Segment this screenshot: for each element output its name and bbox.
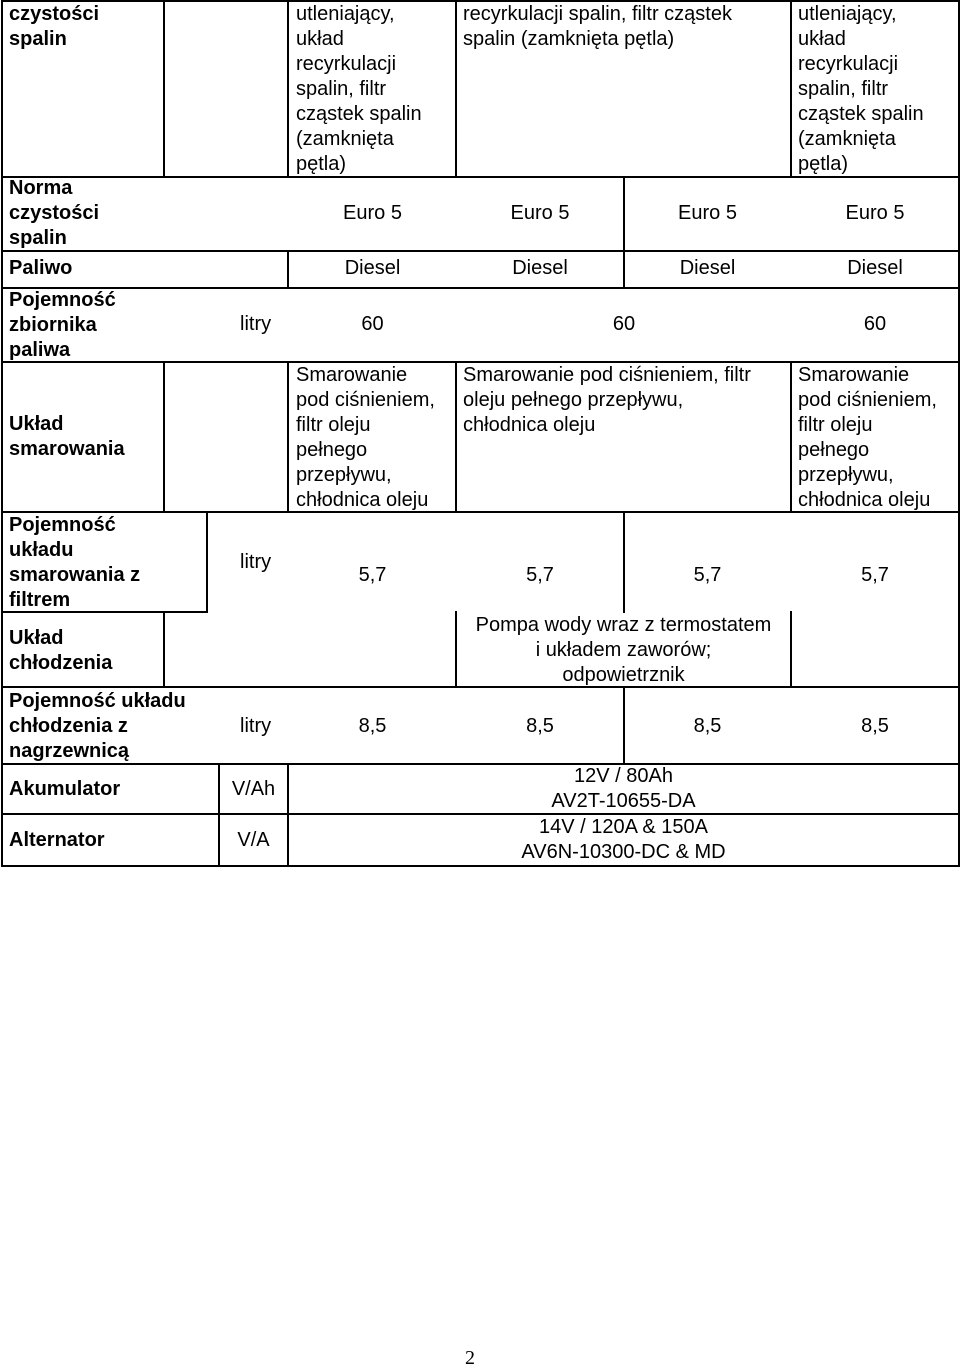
row-label-battery: Akumulator <box>9 778 121 800</box>
grid-line <box>163 361 165 513</box>
lubrication-system-col2: Smarowanie pod ciśnieniem, filtr oleju pełnego przepływu, chłodnica oleju <box>463 364 751 436</box>
unit-label: litry <box>240 313 272 335</box>
tank-capacity-value: 60 <box>361 313 384 335</box>
row-label-oil-capacity: Pojemność układu smarowania z filtrem <box>9 514 141 611</box>
grid-line <box>455 361 457 513</box>
cooling-system-value: Pompa wody wraz z termostatem i układem zaworów; odpowietrznik <box>475 614 772 686</box>
oil-capacity-value: 5,7 <box>358 564 387 586</box>
page-number: 2 <box>465 1347 475 1369</box>
emission-standard-value: Euro 5 <box>343 202 402 224</box>
emission-standard-value: Euro 5 <box>510 202 570 224</box>
coolant-capacity-value: 8,5 <box>693 715 722 737</box>
row-label-emission-system: czystości spalin <box>9 3 100 50</box>
grid-line <box>1 865 959 867</box>
grid-line <box>287 763 289 867</box>
grid-line <box>790 611 792 688</box>
unit-label: V/A <box>237 829 270 851</box>
fuel-value: Diesel <box>512 257 568 279</box>
unit-label: litry <box>240 715 272 737</box>
grid-line <box>163 611 165 688</box>
grid-line <box>790 0 792 178</box>
row-label-cooling-system: Układ chłodzenia <box>9 627 113 674</box>
grid-line <box>163 0 165 178</box>
grid-line <box>287 250 289 289</box>
fuel-value: Diesel <box>344 257 401 279</box>
alternator-value: 14V / 120A & 150A AV6N-10300-DC & MD <box>521 816 726 863</box>
row-label-lubrication-system: Układ smarowania <box>9 413 125 460</box>
tank-capacity-value: 60 <box>863 313 887 335</box>
battery-value: 12V / 80Ah AV2T-10655-DA <box>551 765 696 812</box>
row-label-emission-standard: Norma czystości spalin <box>9 177 100 249</box>
emission-standard-value: Euro 5 <box>678 202 737 224</box>
lubrication-system-col1: Smarowanie pod ciśnieniem, filtr oleju pełnego przepływu, chłodnica oleju <box>296 364 435 511</box>
row-label-fuel: Paliwo <box>9 257 73 279</box>
grid-line <box>206 511 208 613</box>
grid-line <box>287 361 289 513</box>
grid-line <box>1 0 3 867</box>
emission-standard-value: Euro 5 <box>845 202 905 224</box>
row-label-coolant-capacity: Pojemność układu chłodzenia z nagrzewnicą <box>9 690 186 762</box>
coolant-capacity-value: 8,5 <box>358 715 387 737</box>
tank-capacity-value: 60 <box>612 313 636 335</box>
row-label-alternator: Alternator <box>9 829 105 851</box>
grid-line <box>455 0 457 178</box>
coolant-capacity-value: 8,5 <box>526 715 554 737</box>
emission-system-col3: utleniający, układ recyrkulacji spalin, filtr cząstek spalin (zamknięta pętla) <box>798 3 924 175</box>
grid-line <box>790 361 792 513</box>
oil-capacity-value: 5,7 <box>693 564 722 586</box>
unit-label: V/Ah <box>231 778 276 800</box>
grid-line <box>287 0 289 178</box>
oil-capacity-value: 5,7 <box>526 564 554 586</box>
grid-line <box>623 511 625 613</box>
emission-system-col1: utleniający, układ recyrkulacji spalin, filtr cząstek spalin (zamknięta pętla) <box>296 3 422 175</box>
fuel-value: Diesel <box>847 257 903 279</box>
unit-label: litry <box>240 551 272 573</box>
coolant-capacity-value: 8,5 <box>861 715 889 737</box>
oil-capacity-value: 5,7 <box>861 564 889 586</box>
fuel-value: Diesel <box>679 257 736 279</box>
lubrication-system-col3: Smarowanie pod ciśnieniem, filtr oleju pełnego przepływu, chłodnica oleju <box>798 364 937 511</box>
row-label-tank-capacity: Pojemność zbiornika paliwa <box>9 289 116 361</box>
emission-system-col2: recyrkulacji spalin, filtr cząstek spalin (zamknięta pętla) <box>463 3 732 50</box>
